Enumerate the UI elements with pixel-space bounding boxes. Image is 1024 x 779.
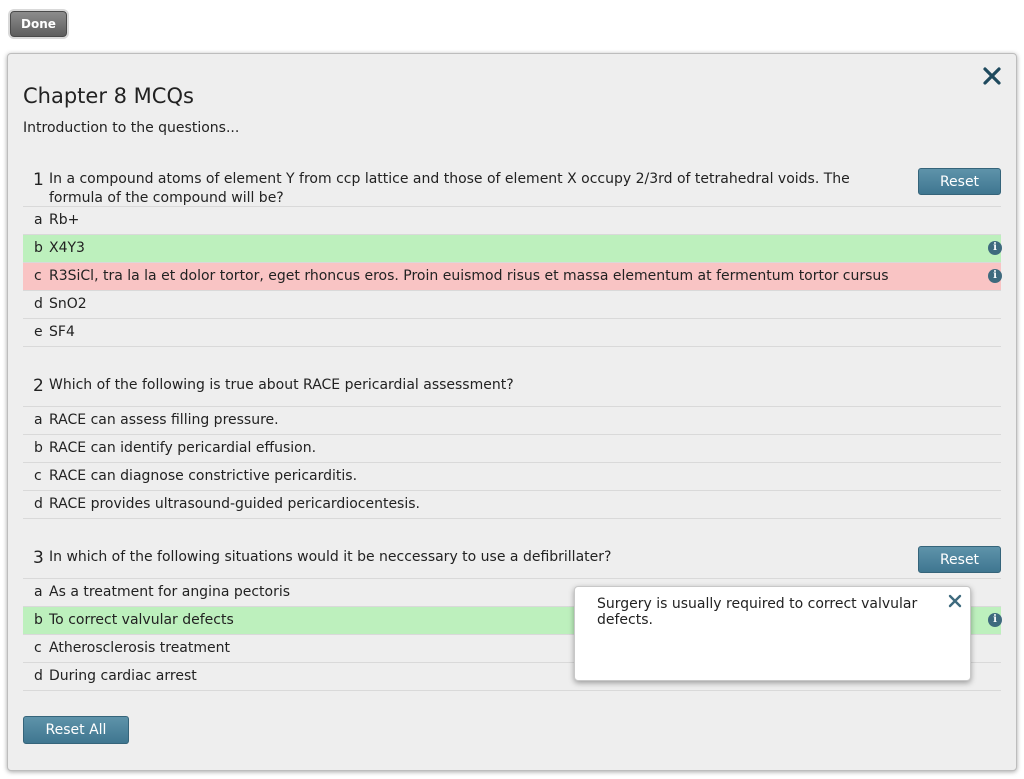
option-a[interactable] xyxy=(23,206,1001,234)
info-icon[interactable]: i xyxy=(988,241,1002,255)
option-text: As a treatment for angina pectoris xyxy=(49,584,291,600)
option-letter: c xyxy=(34,468,42,484)
question-number: 2 xyxy=(33,376,44,396)
option-letter: b xyxy=(34,440,43,456)
info-icon[interactable]: i xyxy=(988,269,1002,283)
option-d[interactable] xyxy=(23,290,1001,318)
option-text: To correct valvular defects xyxy=(49,612,234,628)
option-text: X4Y3 xyxy=(49,240,85,256)
option-letter: e xyxy=(34,324,43,340)
options-list xyxy=(23,406,1001,519)
question-text: In which of the following situations would it be neccessary to use a defibrillater? xyxy=(49,549,612,565)
close-icon[interactable] xyxy=(982,66,1002,86)
option-letter: a xyxy=(34,584,43,600)
option-c[interactable] xyxy=(23,262,1001,290)
option-letter: d xyxy=(34,296,43,312)
option-letter: d xyxy=(34,496,43,512)
info-icon[interactable]: i xyxy=(988,613,1002,627)
reset-button[interactable]: Reset xyxy=(918,546,1001,573)
option-d[interactable] xyxy=(23,490,1001,519)
feedback-popup xyxy=(574,586,971,681)
close-icon[interactable] xyxy=(948,594,962,608)
option-text: RACE can assess filling pressure. xyxy=(49,412,279,428)
question-text: Which of the following is true about RACE pericardial assessment? xyxy=(49,377,514,393)
option-e[interactable] xyxy=(23,318,1001,347)
option-text: During cardiac arrest xyxy=(49,668,197,684)
option-letter: a xyxy=(34,412,43,428)
option-letter: c xyxy=(34,640,42,656)
option-text: Atherosclerosis treatment xyxy=(49,640,230,656)
option-b[interactable] xyxy=(23,434,1001,462)
option-c[interactable] xyxy=(23,462,1001,490)
feedback-text: Surgery is usually required to correct valvular defects. xyxy=(597,596,918,628)
options-list xyxy=(23,206,1001,347)
question-number: 3 xyxy=(33,548,44,568)
question-number: 1 xyxy=(33,170,44,190)
option-text: R3SiCl, tra la la et dolor tortor, eget rhoncus eros. Proin euismod risus et massa elementum at fermentum tortor cursus xyxy=(49,268,889,284)
option-a[interactable] xyxy=(23,406,1001,434)
option-letter: d xyxy=(34,668,43,684)
option-text: RACE provides ultrasound-guided pericardiocentesis. xyxy=(49,496,420,512)
option-b[interactable] xyxy=(23,234,1001,262)
reset-button[interactable]: Reset xyxy=(918,168,1001,195)
option-letter: b xyxy=(34,240,43,256)
option-text: SF4 xyxy=(49,324,75,340)
done-button[interactable]: Done xyxy=(10,11,67,37)
page-title: Chapter 8 MCQs xyxy=(23,84,194,108)
reset-all-button[interactable]: Reset All xyxy=(23,716,129,744)
option-letter: b xyxy=(34,612,43,628)
intro-text: Introduction to the questions... xyxy=(23,120,240,136)
option-text: RACE can diagnose constrictive pericarditis. xyxy=(49,468,358,484)
option-text: SnO2 xyxy=(49,296,87,312)
option-letter: c xyxy=(34,268,42,284)
option-text: Rb+ xyxy=(49,212,80,228)
option-text: RACE can identify pericardial effusion. xyxy=(49,440,317,456)
option-letter: a xyxy=(34,212,43,228)
question-text: In a compound atoms of element Y from ccp lattice and those of element X occupy 2/3rd of tetrahedral voids. The formula of the compound will be? xyxy=(49,171,850,206)
